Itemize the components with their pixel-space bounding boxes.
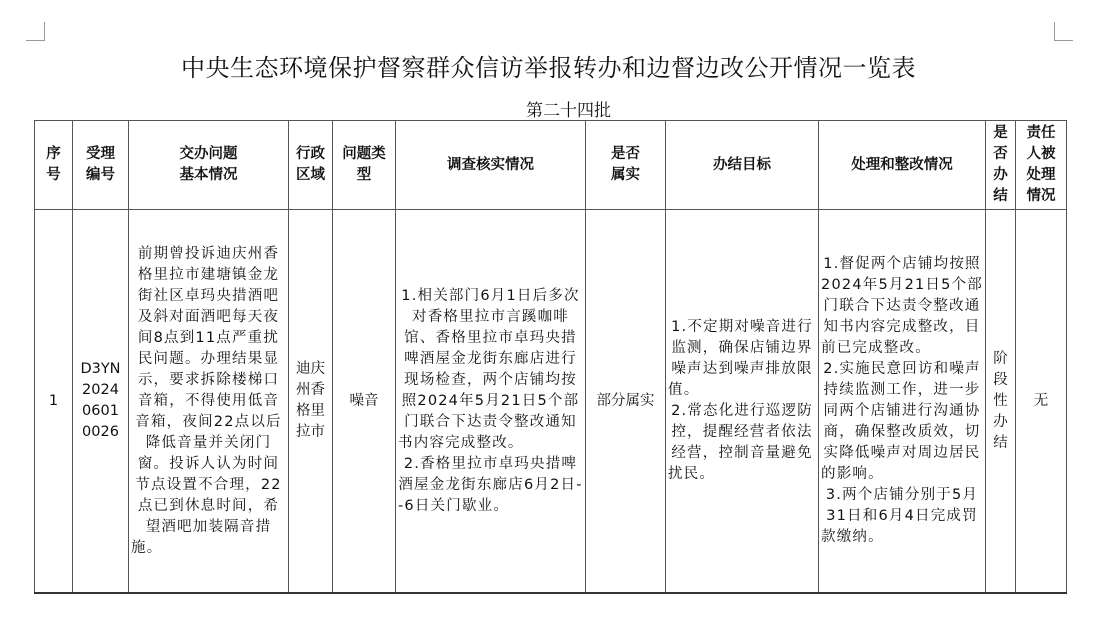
header-goal — [666, 121, 819, 210]
cell-issue: 前期曾投诉迪庆州香格里拉市建塘镇金龙街社区卓玛央措酒吧及斜对面酒吧每天夜间8点到11点严重扰民问题。办理结果显示，要求拆除楼梯口音箱，不得使用低音音箱，夜间22点以后降低音量并关闭门窗。投诉人认为时间节点设置不合理，22点已到休息时间，希望酒吧加装隔音措施。 — [129, 210, 289, 594]
closed-line: 办 — [993, 413, 1008, 430]
header-line: 结 — [993, 188, 1008, 204]
header-line: 处理 — [1026, 167, 1056, 183]
handling-item: 1.督促两个店铺均按照2024年5月21日5个部门联合下达责令整改通知书内容完成整改，目前已完成整改。 — [821, 256, 983, 356]
header-line: 号 — [46, 167, 61, 183]
header-line: 编号 — [86, 167, 115, 183]
batch-label: 第二十四批 — [526, 101, 611, 121]
header-line: 序 — [46, 146, 61, 162]
case-no-line: 0026 — [82, 424, 119, 440]
header-case-no — [73, 121, 129, 210]
header-line: 情况 — [1026, 188, 1056, 204]
header-line: 责任 — [1026, 125, 1056, 141]
header-handling — [819, 121, 986, 210]
table-row — [35, 210, 1067, 594]
header-closed — [986, 121, 1016, 210]
header-line: 处理和整改情况 — [851, 156, 953, 173]
region-line: 州香 — [296, 382, 325, 398]
cell-verified: 部分属实 — [586, 210, 666, 594]
page-corner-mark-top-right — [1054, 22, 1073, 41]
cell-closed — [986, 210, 1016, 594]
investigation-item: 2.香格里拉市卓玛央措啤酒屋金龙街东廊店6月2日--6日关门歇业。 — [398, 455, 583, 514]
closed-line: 阶 — [993, 350, 1008, 367]
cell-region — [289, 210, 333, 594]
header-line: 人被 — [1026, 146, 1056, 162]
goal-item: 2.常态化进行巡逻防控，提醒经营者依法经营，控制音量避免扰民。 — [668, 403, 813, 482]
header-region — [289, 121, 333, 210]
cell-type: 噪音 — [333, 210, 396, 594]
header-seq — [35, 121, 73, 210]
header-accountability — [1016, 121, 1067, 210]
case-no-line: 0601 — [82, 403, 119, 419]
header-type — [333, 121, 396, 210]
cell-handling — [819, 210, 986, 594]
closed-line: 结 — [993, 434, 1008, 451]
region-line: 拉市 — [296, 424, 325, 440]
header-line: 基本情况 — [179, 167, 238, 183]
header-investigation — [396, 121, 586, 210]
handling-item: 2.实施民意回访和噪声持续监测工作，进一步同两个店铺进行沟通协商，确保整改质效，切实降低噪声对周边居民的影响。 — [821, 361, 981, 482]
cell-goal — [666, 210, 819, 594]
header-line: 交办问题 — [179, 146, 238, 162]
header-line: 问题类 — [342, 146, 386, 162]
header-line: 是否 — [611, 146, 640, 162]
closed-line: 段 — [993, 371, 1008, 388]
case-no-line: D3YN — [80, 361, 121, 377]
header-line: 属实 — [611, 167, 640, 183]
header-line: 否 — [993, 146, 1008, 162]
header-line: 调查核实情况 — [447, 156, 534, 173]
header-line: 办结目标 — [713, 156, 771, 173]
cell-seq: 1 — [35, 210, 73, 594]
header-line: 型 — [356, 167, 372, 183]
goal-item: 1.不定期对噪音进行监测，确保店铺边界噪声达到噪声排放限值。 — [668, 319, 813, 398]
header-issue — [129, 121, 289, 210]
case-no-line: 2024 — [82, 382, 119, 398]
cell-investigation — [396, 210, 586, 594]
investigation-item: 1.相关部门6月1日后多次对香格里拉市言蹊咖啡馆、香格里拉市卓玛央措啤酒屋金龙街东廊店进行现场检查，两个店铺均按照2024年5月21日5个部门联合下达责令整改通知书内容完成整改。 — [398, 287, 580, 451]
page-corner-mark-top-left — [26, 22, 45, 41]
document-title: 中央生态环境保护督察群众信访举报转办和边督边改公开情况一览表 — [181, 54, 916, 82]
header-line: 行政 — [296, 146, 325, 162]
report-table — [34, 120, 1067, 594]
closed-line: 性 — [993, 392, 1008, 409]
region-line: 格里 — [296, 403, 325, 419]
handling-item: 3.两个店铺分别于5月31日和6月4日完成罚款缴纳。 — [821, 487, 979, 545]
header-line: 受理 — [86, 146, 115, 162]
header-line: 办 — [993, 167, 1008, 183]
cell-accountability: 无 — [1016, 210, 1067, 594]
header-verified — [586, 121, 666, 210]
header-line: 是 — [993, 125, 1008, 141]
header-line: 区域 — [296, 167, 325, 183]
region-line: 迪庆 — [296, 361, 325, 377]
table-header-row — [35, 121, 1067, 210]
cell-case-no — [73, 210, 129, 594]
